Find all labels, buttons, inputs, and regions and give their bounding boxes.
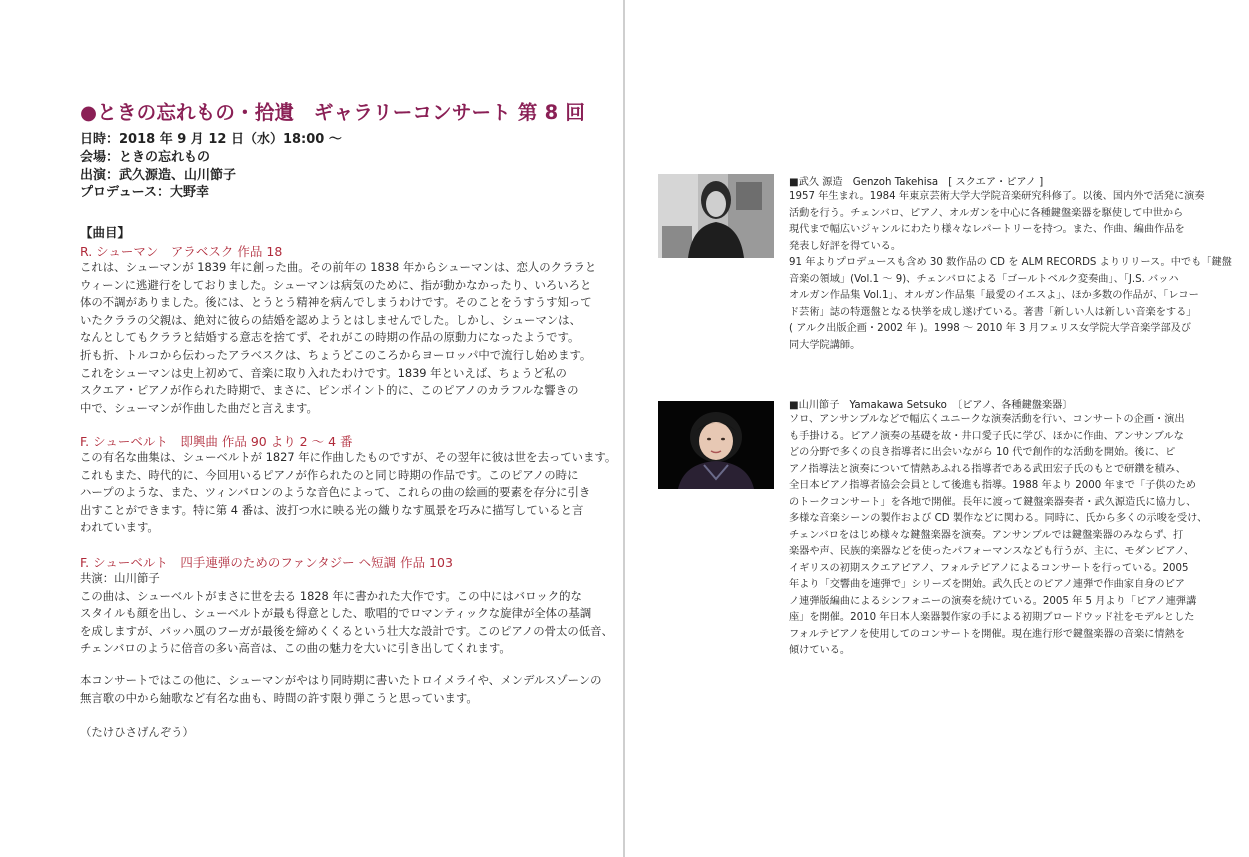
text-line: 年より「交響曲を連弾で」シリーズを開始。武久氏とのピアノ連弾で作曲家自身のピア [789,579,1185,590]
text-line: 中で、シューマンが作曲した曲だと言えます。 [80,400,318,415]
performer-bio-2 [789,412,1207,660]
portrait-photo-icon [658,401,774,489]
piece-title-3: F. シューベルト 四手連弾のためのファンタジー ヘ短調 作品 103 [80,555,453,570]
text-line: チェンバロのように倍音の多い高音は、この曲の魅力を大いに引き出してくれます。 [80,641,511,656]
co-performer: 共演：山川節子 [80,571,160,585]
text-line: ハープのような、また、ツィンバロンのような音色によって、これらの曲の絵画的要素を存分に引き [80,485,591,500]
text-line: これをシューマンは史上初めて、音楽に取り入れたわけです。1839 年といえば、ちょうど私の [80,365,567,380]
text-line: 音楽の領域」(Vol.1 〜 9)、チェンバロによる「ゴールトベルク変奏曲」、「J.S. バッハ [789,273,1179,285]
text-line: フォルテピアノを使用してのコンサートを開催。現在進行形で鍵盤楽器の音楽に情熱を [789,628,1185,640]
text-line: いたクララの父親は、絶対に彼らの結婚を認めようとはしませんでした。しかし、シューマンは、 [80,312,581,327]
text-line: 本コンサートではこの他に、シューマンがやはり同時期に書いたトロイメライや、メンデルスゾーンの [80,673,602,687]
concert-producer: プロデュース：大野幸 [80,185,209,201]
text-line: 楽器や声、民族的楽器などを使ったパフォーマンスなども行うが、主に、モダンピアノ、 [789,546,1195,557]
text-line: われています。 [80,520,159,535]
piece-title-1: R. シューマン アラベスク 作品 18 [80,244,283,259]
text-line: ( アルク出版企画・2002 年 )。1998 〜 2010 年 3 月フェリス女学院大学音楽学部及び [789,323,1192,334]
concert-performers: 出演：武久源造、山川節子 [80,167,237,183]
piece-description-3 [80,570,613,658]
piece-title-2: F. シューベルト 即興曲 作品 90 より 2 〜 4 番 [80,434,353,449]
text-line: ド芸術」誌の特選盤となる快挙を成し遂げている。著書「新しい人は新しい音楽をする」 [789,306,1197,318]
piece-description-1 [80,259,596,417]
text-line: これは、シューマンが 1839 年に創った曲。その前年の 1838 年からシューマンは、恋人のクララと [80,260,597,274]
text-line: どの分野で多くの良き指導者に出会いながら 10 代で創作的な活動を開始。後に、ピ [789,447,1176,458]
text-line: 同大学院講師。 [789,339,861,351]
text-line: オルガン作品集 Vol.1」、オルガン作品集「最愛のイエスよ」、ほか多数の作品が、「レコー [789,290,1199,301]
text-line: これもまた、時代的に、今回用いるピアノが作られたのと同じ時期の作品です。このピアノの時に [80,467,579,482]
text-line: スクエア・ピアノが作られた時期で、まさに、ピンポイント的に、このピアノのカラフルな響きの [80,383,579,398]
concert-title: ●ときの忘れもの・拾遺 ギャラリーコンサート 第 8 回 [80,101,586,124]
text-line: 91 年よりプロデュースも含め 30 数作品の CD を ALM RECORDS よりリリース。中でも「鍵盤 [789,257,1232,268]
performer-heading-1: ■武久 源造 Genzoh Takehisa [ スクエア・ピアノ ] [789,177,1044,188]
program-heading: 【曲目】 [80,225,131,240]
concert-date: 日時：2018 年 9 月 12 日（水）18:00 〜 [80,132,342,147]
concert-venue: 会場：ときの忘れもの [80,149,211,165]
left-page [0,0,624,857]
text-line: チェンバロをはじめ様々な鍵盤楽器を演奏。アンサンブルでは鍵盤楽器のみならず、打 [789,529,1184,541]
text-line: 傾けている。 [789,645,851,656]
piece-description-2 [80,449,616,537]
text-line: この有名な曲集は、シューベルトが 1827 年に作曲したものですが、その翌年に彼は世を去っています。 [80,450,617,464]
signature-text: （たけひさげんぞう） [80,725,194,739]
text-line: ウィーンに逃避行をしておりました。シューマンは病気のために、指が動かなかったり、いろいろと [80,277,592,292]
text-line: 活動を行う。チェンバロ、ピアノ、オルガンを中心に各種鍵盤楽器を駆使して中世から [789,207,1184,219]
concert-info [80,131,342,202]
text-line: ソロ、アンサンブルなどで幅広くユニークな演奏活動を行い、コンサートの企画・演出 [789,414,1185,425]
text-line: 全日本ピアノ指導者協会会員として後進も指導。1988 年より 2000 年まで「子供のため [789,480,1197,491]
text-line: ノ連弾版編曲によるシンフォニーの演奏を続けている。2005 年 5 月より「ピアノ連弾講 [789,595,1197,607]
text-line: のトークコンサート」を各地で開催。長年に渡って鍵盤楽器奏者・武久源造氏に協力し、 [789,496,1197,508]
text-line: この曲は、シューベルトがまさに世を去る 1828 年に書かれた大作です。この中にはバロック的な [80,588,582,603]
text-line: イギリスの初期スクエアピアノ、フォルテピアノによるコンサートを行っている。2005 [789,562,1189,574]
text-line: 多様な音楽シーンの製作および CD 製作などに関わる。同時に、氏から多くの示唆を受け、 [789,513,1208,524]
text-line: 1957 年生まれ。1984 年東京芸術大学大学院音楽研究科修了。以後、国内外で活発に演奏 [789,191,1205,202]
text-line: 現代まで幅広いジャンルにわたり様々なレパートリーを持つ。また、作曲、編曲作品を [789,224,1185,235]
signature [80,724,194,742]
text-line: 無言歌の中から紬歌など有名な曲も、時間の許す限り弾こうと思っています。 [80,690,478,705]
closing-note [80,672,602,707]
text-line: 体の不調がありました。後には、とうとう精神を病んでしまうわけです。そのことをうすうす知って [80,295,592,310]
page-gutter [623,0,625,857]
text-line: を成しますが、バッハ風のフーガが最後を締めくくるという壮大な設計です。このピアノの骨太の低音、 [80,623,613,638]
portrait-photo-icon [658,174,774,258]
text-line: 座」を開催。2010 年日本人楽器製作家の手による初期ブロードウッド社をモデルとした [789,612,1195,623]
performer-heading-2: ■山川節子 Yamakawa Setsuko 〔ピアノ、各種鍵盤楽器〕 [789,400,1073,411]
text-line: も手掛ける。ピアノ演奏の基礎を故・井口愛子氏に学び、ほかに作曲、アンサンブルな [789,430,1184,442]
text-line: アノ指導法と演奏について情熱あふれる指導者である武田宏子氏のもとで研鑽を積み、 [789,463,1186,475]
text-line: 出すことができます。特に第 4 番は、波打つ水に映る光の織りなす風景を巧みに描写していると言 [80,502,584,517]
performer-bio-1 [789,189,1232,354]
text-line: スタイルも顔を出し、シューベルトが最も得意とした、歌唱的でロマンティックな旋律が全体の基調 [80,606,592,621]
text-line: なんとしてもクララと結婚する意志を捨てず、それがこの時期の作品の原動力になったようです。 [80,330,580,345]
text-line: 折も折、トルコから伝わったアラベスクは、ちょうどこのころからヨーロッパ中で流行し始めます。 [80,347,592,362]
text-line: 発表し好評を得ている。 [789,240,902,252]
